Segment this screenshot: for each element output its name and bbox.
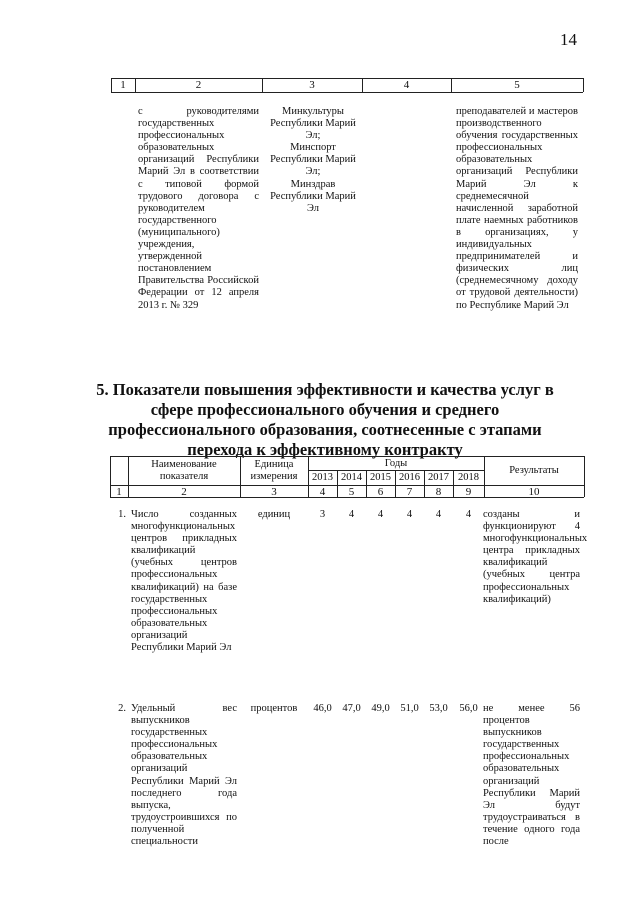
row-value: 47,0: [342, 703, 361, 714]
year-header: 2015: [370, 472, 391, 483]
col-number: 8: [435, 486, 442, 498]
row-number: 2.: [118, 703, 126, 714]
top-header-4: 4: [403, 79, 410, 91]
row-result: созданы и функционируют 4 многофункциональных центра прикладных квалификаций (учебных центра профессиональных квалификаций): [483, 509, 588, 605]
row-result: не менее 56 процентов выпускников государственных профессиональных образовательных организаций Республики Марий Эл будут трудоустраиваться в течение одного года после: [483, 703, 580, 848]
row-value: 4: [377, 509, 384, 520]
row-unit: процентов: [250, 703, 298, 714]
col-number: 3: [271, 486, 277, 498]
top-header-5: 5: [514, 79, 520, 91]
row-number: 1.: [118, 509, 126, 520]
year-header: 2014: [341, 472, 362, 483]
row-unit: единиц: [257, 509, 291, 520]
row-name: Удельный вес выпускников государственных профессиональных образовательных организаций Республики Марий Эл последнего года выпуска, трудоустроившихся по полученной специальности: [131, 703, 237, 848]
col-number: 9: [465, 486, 472, 498]
col-number: 5: [348, 486, 355, 498]
top-col2-text: с руководителями государственных профессиональных образовательных организаций Республики Марий Эл в соответствии с типовой формой трудового договора с руководителем государственного (муниципального) учреждения, утвержденной постановлением Правительства Российской Федерации от 12 апреля 2013 г. № 329: [138, 106, 259, 311]
col-number: 7: [406, 486, 413, 498]
top-header-1: 1: [120, 79, 126, 91]
row-value: 53,0: [429, 703, 448, 714]
year-header: 2013: [312, 472, 333, 483]
year-header: 2016: [399, 472, 420, 483]
col-number: 1: [116, 486, 122, 498]
row-value: 46,0: [313, 703, 332, 714]
top-header-3: 3: [309, 79, 315, 91]
row-value: 3: [319, 509, 326, 520]
header-unit: Единица измерения: [250, 459, 298, 482]
row-value: 56,0: [459, 703, 478, 714]
page-number: 14: [560, 30, 577, 49]
col-number: 6: [377, 486, 384, 498]
col-number: 2: [181, 486, 187, 498]
top-col5-text: преподавателей и мастеров производственного обучения государственных профессиональных образовательных организаций Республики Марий Эл к среднемесячной начисленной заработной плате наемных работников в организациях, у индивидуальных предпринимателей и физических лиц (среднемесячному доходу от трудовой деятельности) по Республике Марий Эл: [456, 106, 578, 311]
col-number: 4: [319, 486, 326, 498]
year-header: 2018: [458, 472, 479, 483]
header-years: Годы: [384, 458, 408, 469]
row-name: Число созданных многофункциональных центров прикладных квалификаций (учебных центров профессиональных квалификаций) на базе государственных профессиональных образовательных организаций Республики Марий Эл: [131, 509, 237, 654]
row-value: 4: [406, 509, 413, 520]
section-title: 5. Показатели повышения эффективности и качества услуг в сфере профессионального обучения и среднего профессионального образования, соотнесенные с этапами перехода к эффективному контракту: [96, 380, 554, 459]
col-number: 10: [528, 486, 540, 498]
row-value: 4: [465, 509, 472, 520]
top-header-2: 2: [195, 79, 202, 91]
header-results: Результаты: [509, 465, 559, 476]
header-name: Наименование показателя: [151, 459, 217, 482]
top-col3-text: Минкультуры Республики Марий Эл; Минспорт Республики Марий Эл; Минздрав Республики Марий Эл: [270, 106, 356, 214]
row-value: 4: [435, 509, 442, 520]
row-value: 49,0: [371, 703, 390, 714]
row-value: 4: [348, 509, 355, 520]
year-header: 2017: [428, 472, 449, 483]
row-value: 51,0: [400, 703, 419, 714]
